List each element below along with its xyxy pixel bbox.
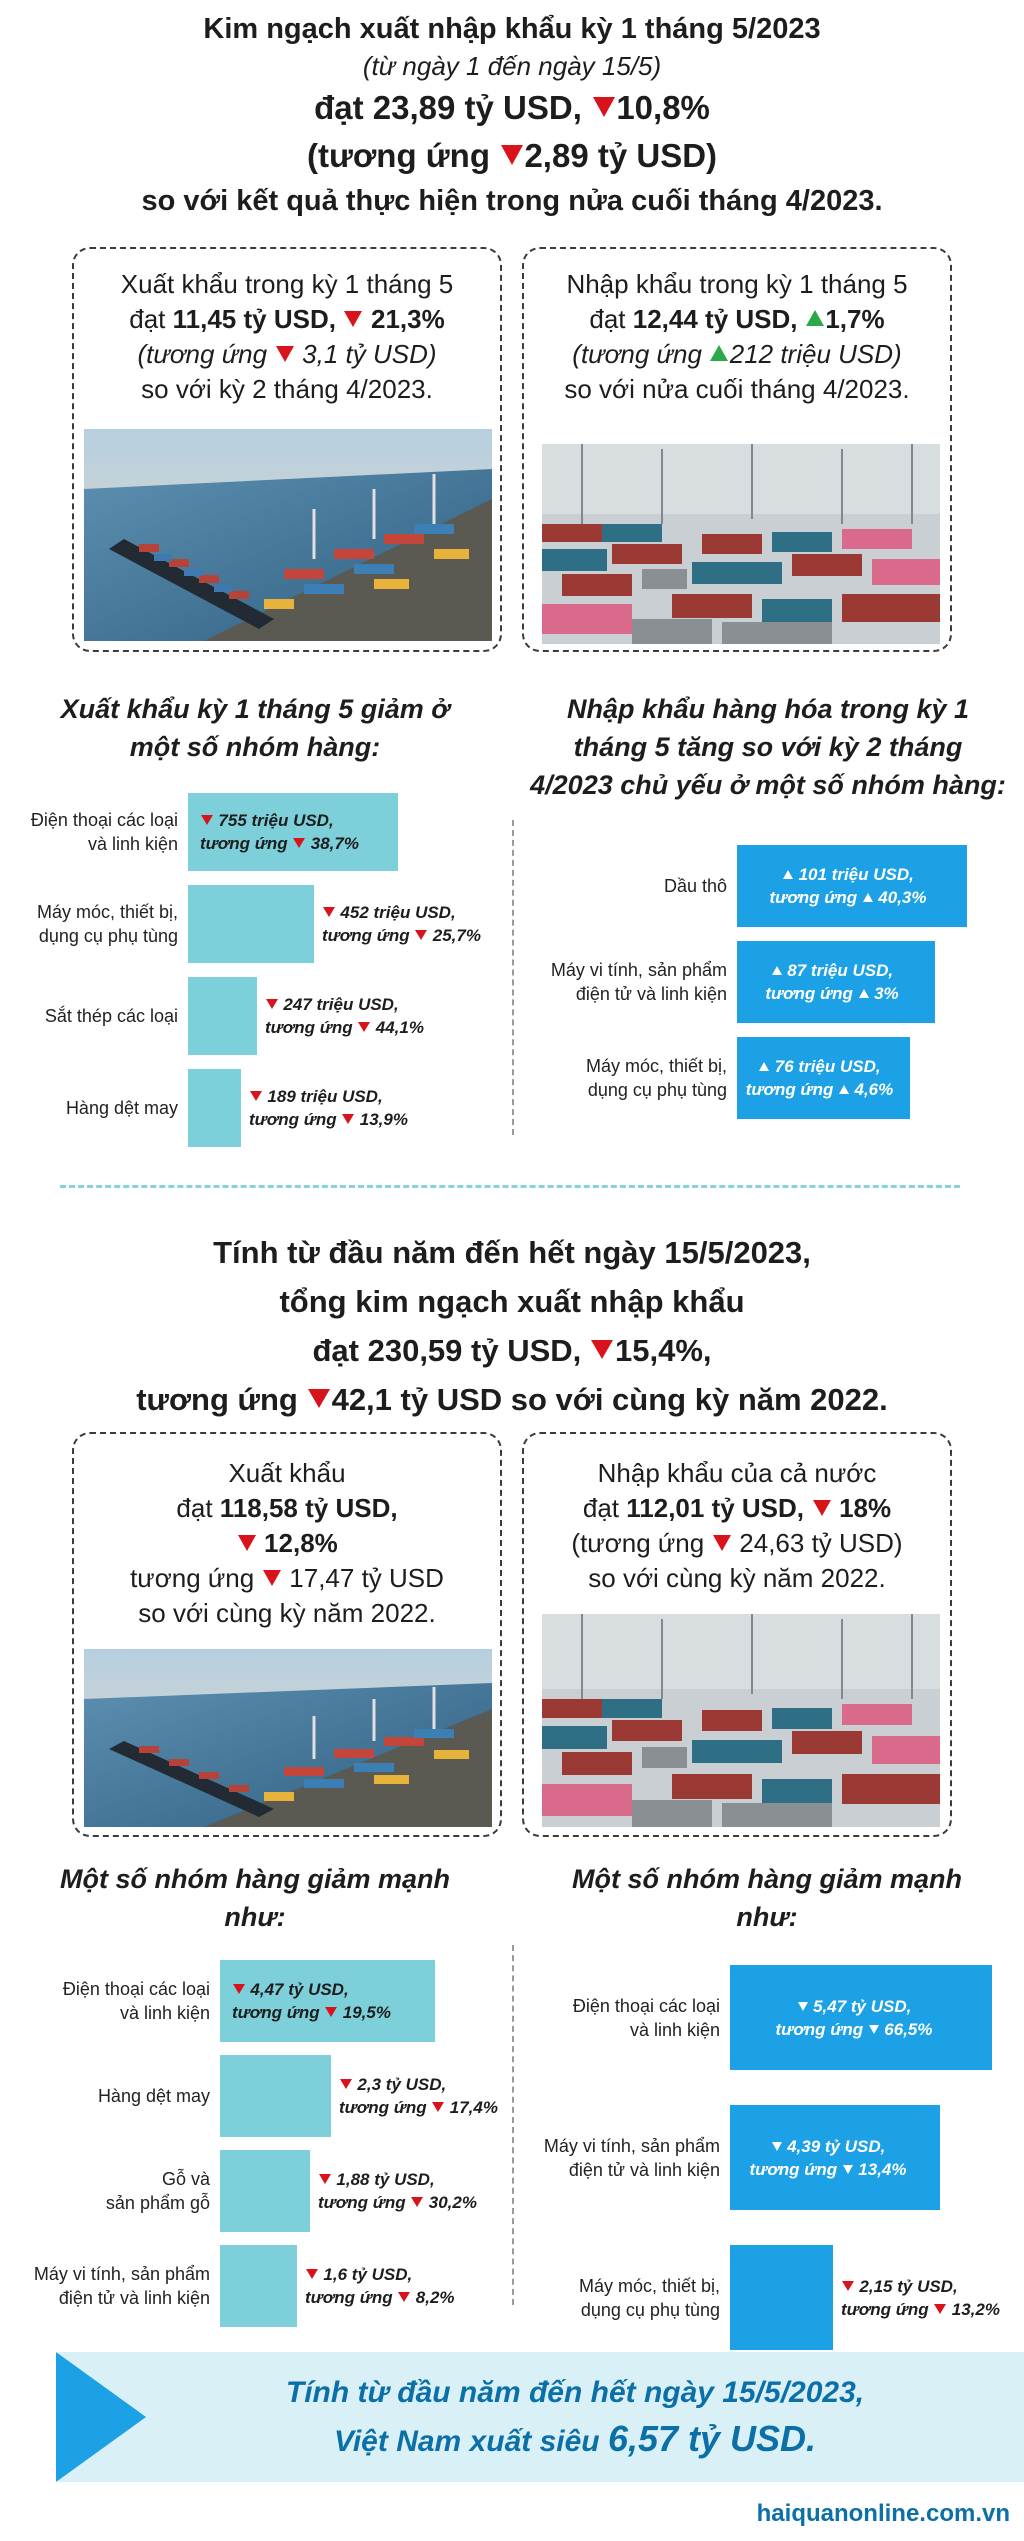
data-label [730,1995,978,2041]
header-total-pct: 10,8% [616,89,710,126]
container-yard-photo [542,444,940,644]
ytd-export-line4: tương ứng 17,47 tỷ USD [130,1563,444,1593]
header [0,10,1024,222]
category-label [0,2262,210,2310]
category-label-line: và linh kiện [87,834,178,854]
data-label-value: 4,39 tỷ USD, [787,2136,886,2156]
chart-bar [188,1069,241,1147]
site-url: haiquanonline.com.vn [756,2500,1010,2527]
down-arrow-icon [250,1091,262,1101]
header-equivalent-value: 2,89 tỷ USD) [524,137,718,174]
down-arrow-icon [798,2002,808,2011]
data-label-value: 1,88 tỷ USD, [336,2170,435,2189]
down-arrow-icon [591,1340,613,1359]
period-export-line3: (tương ứng 3,1 tỷ USD) [137,339,437,369]
category-label-line: Máy vi tính, sản phẩm [550,960,727,980]
data-label [200,809,359,855]
period-import-line1: Nhập khẩu trong kỳ 1 tháng 5 [566,269,908,299]
period-export-line2: đạt 11,45 tỷ USD, 21,3% [129,304,445,334]
ytd-import-box [522,1432,952,1837]
data-label-prefix: tương ứng [749,2159,838,2179]
data-label-prefix: tương ứng [232,2003,320,2022]
category-label-line: Máy vi tính, sản phẩm [543,2135,720,2156]
period-import-line3: (tương ứng 212 triệu USD) [572,339,902,369]
ytd-export-line3: 12,8% [74,1526,500,1561]
data-label-prefix: tương ứng [765,984,853,1003]
category-label-line: dụng cụ phụ tùng [38,926,178,946]
ytd-import-line4: so với cùng kỳ năm 2022. [588,1563,886,1593]
ytd-import-chart [512,1945,1024,2325]
ytd-header-line4: tương ứng 42,1 tỷ USD so với cùng kỳ năm 2022. [136,1382,888,1417]
data-label [318,2168,477,2214]
down-arrow-icon [306,2269,318,2279]
period-import-box [522,247,952,652]
chart-bar [188,885,314,963]
down-arrow-icon [308,1389,330,1408]
data-label-line [249,1085,408,1108]
data-label-pct: 13,2% [951,2299,1000,2319]
category-label-line: Hàng dệt may [65,1098,178,1118]
category-label [0,808,178,856]
data-label-line [339,2096,498,2119]
down-arrow-icon [266,999,278,1009]
category-label [512,874,727,898]
category-label [512,1994,720,2042]
category-label [512,2274,720,2322]
category-label-line: Dầu thô [663,876,727,896]
data-label-pct: 66,5% [884,2019,933,2039]
up-arrow-icon [783,870,793,879]
down-arrow-icon [934,2304,946,2314]
data-label-pct: 13,4% [858,2159,907,2179]
data-label [730,2135,926,2181]
category-label-line: sản phẩm gỗ [105,2193,210,2213]
data-label-line [841,2275,1000,2298]
ytd-export-chart [0,1945,512,2325]
down-arrow-icon [842,2281,854,2291]
up-arrow-icon [863,893,873,902]
chart-bar [220,2245,297,2327]
data-label-value: 189 triệu USD, [267,1087,383,1106]
data-label-line [730,2018,978,2041]
up-arrow-icon [759,1062,769,1071]
data-label-pct: 44,1% [375,1018,424,1037]
category-label-line: Điện thoại các loại [572,1995,720,2016]
data-label-line [265,993,424,1016]
category-label [0,1004,178,1028]
down-arrow-icon [843,2165,853,2174]
down-arrow-icon [233,1984,245,1994]
arrow-icon [56,2352,146,2482]
ytd-export-line5: so với cùng kỳ năm 2022. [138,1598,436,1628]
down-arrow-icon [342,1114,354,1124]
data-label-pct: 38,7% [310,834,359,853]
footer-line1: Tính từ đầu năm đến hết ngày 15/5/2023, [285,2376,865,2409]
data-label-value: 247 triệu USD, [283,995,399,1014]
header-total-value: đạt 23,89 tỷ USD, [314,89,582,126]
data-label-pct: 8,2% [415,2288,455,2307]
down-arrow-icon [323,907,335,917]
period-export-chart-title: Xuất khẩu kỳ 1 tháng 5 giảm ở một số nhóm hàng: [60,694,450,762]
data-label [339,2073,498,2119]
data-label [737,1055,902,1101]
category-label-line: điện tử và linh kiện [568,2159,720,2180]
category-label-line: dụng cụ phụ tùng [580,2299,720,2320]
period-import-line4: so với nửa cuối tháng 4/2023. [564,374,910,404]
down-arrow-icon [276,346,294,362]
footer-line2: Việt Nam xuất siêu 6,57 tỷ USD. [333,2418,817,2459]
data-label-prefix: tương ứng [318,2193,406,2212]
chart-bar [220,2055,331,2137]
ytd-header-line1: Tính từ đầu năm đến hết ngày 15/5/2023, [213,1235,811,1270]
data-label-value: 1,6 tỷ USD, [323,2265,413,2284]
period-import-chart [512,840,1024,1140]
down-arrow-icon [432,2102,444,2112]
ytd-header-line3: đạt 230,59 tỷ USD, 15,4%, [312,1333,712,1368]
down-arrow-icon [293,838,305,848]
data-label-prefix: tương ứng [265,1018,353,1037]
data-label-pct: 13,9% [359,1110,408,1129]
ytd-export-chart-title: Một số nhóm hàng giảm mạnh như: [60,1864,450,1932]
data-label [841,2275,1000,2321]
header-subtitle: (từ ngày 1 đến ngày 15/5) [362,51,662,81]
category-label-line: Gỗ và [161,2169,210,2189]
down-arrow-icon [201,815,213,825]
header-equivalent-label: (tương ứng [306,137,490,174]
data-label-prefix: tương ứng [305,2288,393,2307]
header-compare: so với kết quả thực hiện trong nửa cuối tháng 4/2023. [141,185,883,217]
category-label-line: Máy móc, thiết bị, [585,1056,727,1076]
ytd-import-line2: đạt 112,01 tỷ USD, 18% [582,1493,892,1523]
data-label-line [305,2263,455,2286]
down-arrow-icon [411,2197,423,2207]
chart-bar [188,977,257,1055]
data-label-line [737,1055,902,1078]
data-label-pct: 30,2% [428,2193,477,2212]
up-arrow-icon [839,1085,849,1094]
data-label-prefix: tương ứng [339,2098,427,2117]
data-label-line [200,809,359,832]
data-label-prefix: tương ứng [745,1080,834,1099]
data-label-line [737,886,959,909]
data-label-line [232,2001,391,2024]
data-label-line [730,2135,926,2158]
data-label-line [339,2073,498,2096]
data-label [305,2263,455,2309]
down-arrow-icon [263,1570,281,1586]
period-export-line4: so với kỳ 2 tháng 4/2023. [141,374,433,404]
category-label [0,2167,210,2215]
data-label-line [200,832,359,855]
data-label-prefix: tương ứng [769,888,858,907]
down-arrow-icon [501,145,523,165]
data-label-prefix: tương ứng [249,1110,337,1129]
data-label-line [841,2298,1000,2321]
category-label [0,2084,210,2108]
period-import-line2: đạt 12,44 tỷ USD, 1,7% [589,304,885,334]
port-photo [84,1649,492,1827]
category-label [512,2134,720,2182]
data-label-line [322,901,481,924]
header-equivalent [0,132,1024,180]
period-export-chart [0,785,512,1140]
period-export-box [72,247,502,652]
port-photo [84,429,492,641]
data-label [322,901,481,947]
period-export-line1: Xuất khẩu trong kỳ 1 tháng 5 [120,269,454,299]
data-label-value: 4,47 tỷ USD, [250,1980,349,1999]
down-arrow-icon [238,1535,256,1551]
down-arrow-icon [398,2292,410,2302]
ytd-export-line1: Xuất khẩu [228,1458,346,1488]
data-label-pct: 40,3% [878,888,927,907]
category-label [512,958,727,1006]
category-label-line: điện tử và linh kiện [575,984,727,1004]
footer-text [150,2370,1000,2465]
data-label-value: 2,15 tỷ USD, [859,2276,958,2296]
category-label [0,1977,210,2025]
category-label-line: và linh kiện [119,2003,210,2023]
data-label-line [737,959,927,982]
header-title: Kim ngạch xuất nhập khẩu kỳ 1 tháng 5/2023 [203,13,821,45]
down-arrow-icon [344,311,362,327]
category-label-line: dụng cụ phụ tùng [587,1080,727,1100]
data-label-pct: 3% [874,984,899,1003]
data-label-line [305,2286,455,2309]
category-label-line: Sắt thép các loại [44,1006,178,1026]
data-label-line [232,1978,391,2001]
data-label-prefix: tương ứng [200,834,288,853]
down-arrow-icon [869,2025,879,2034]
data-label [265,993,424,1039]
chart-bar [220,2150,310,2232]
data-label-line [730,2158,926,2181]
category-label [512,1054,727,1102]
data-label-pct: 25,7% [432,926,481,945]
ytd-export-box [72,1432,502,1837]
ytd-export-line2: đạt 118,58 tỷ USD, [176,1493,398,1523]
category-label-line: Máy vi tính, sản phẩm [33,2264,210,2284]
category-label [0,900,178,948]
down-arrow-icon [358,1022,370,1032]
data-label-value: 452 triệu USD, [340,903,456,922]
down-arrow-icon [713,1535,731,1551]
data-label [232,1978,391,2024]
period-import-chart-title: Nhập khẩu hàng hóa trong kỳ 1 tháng 5 tăng so với kỳ 2 tháng 4/2023 chủ yếu ở một số nhóm hàng: [530,694,1006,800]
section-divider [60,1185,960,1188]
category-label-line: Máy móc, thiết bị, [578,2275,720,2296]
category-label [0,1096,178,1120]
container-yard-photo [542,1614,940,1827]
data-label-line [318,2168,477,2191]
data-label-line [730,1995,978,2018]
up-arrow-icon [806,310,824,326]
data-label-line [737,982,927,1005]
data-label-line [318,2191,477,2214]
category-label-line: và linh kiện [629,2019,720,2040]
up-arrow-icon [772,966,782,975]
ytd-header [0,1228,1024,1424]
data-label-value: 5,47 tỷ USD, [813,1996,912,2016]
data-label-line [322,924,481,947]
ytd-import-line3: (tương ứng 24,63 tỷ USD) [571,1528,903,1558]
header-total [0,84,1024,132]
data-label-prefix: tương ứng [775,2019,864,2039]
data-label-pct: 17,4% [449,2098,498,2117]
down-arrow-icon [319,2174,331,2184]
chart-bar [730,2245,833,2350]
data-label-pct: 19,5% [342,2003,391,2022]
down-arrow-icon [772,2142,782,2151]
data-label-value: 87 triệu USD, [787,961,894,980]
data-label-value: 2,3 tỷ USD, [357,2075,447,2094]
ytd-import-line1: Nhập khẩu của cả nước [597,1458,877,1488]
down-arrow-icon [325,2007,337,2017]
data-label-line [249,1108,408,1131]
ytd-header-line2: tổng kim ngạch xuất nhập khẩu [279,1284,745,1319]
down-arrow-icon [415,930,427,940]
data-label-value: 101 triệu USD, [798,865,914,884]
down-arrow-icon [340,2079,352,2089]
data-label-line [737,863,959,886]
data-label-prefix: tương ứng [322,926,410,945]
up-arrow-icon [710,345,728,361]
ytd-import-chart-title: Một số nhóm hàng giảm mạnh như: [572,1864,962,1932]
down-arrow-icon [813,1500,831,1516]
data-label [737,863,959,909]
category-label-line: Điện thoại các loại [30,810,178,830]
data-label [737,959,927,1005]
data-label-prefix: tương ứng [841,2299,929,2319]
category-label-line: Hàng dệt may [97,2086,210,2106]
category-label-line: Điện thoại các loại [62,1979,210,1999]
down-arrow-icon [593,97,615,117]
data-label-line [737,1078,902,1101]
data-label [249,1085,408,1131]
category-label-line: điện tử và linh kiện [58,2288,210,2308]
data-label-pct: 4,6% [854,1080,894,1099]
data-label-value: 755 triệu USD, [218,811,334,830]
up-arrow-icon [859,989,869,998]
category-label-line: Máy móc, thiết bị, [36,902,178,922]
data-label-line [265,1016,424,1039]
data-label-value: 76 triệu USD, [774,1057,881,1076]
